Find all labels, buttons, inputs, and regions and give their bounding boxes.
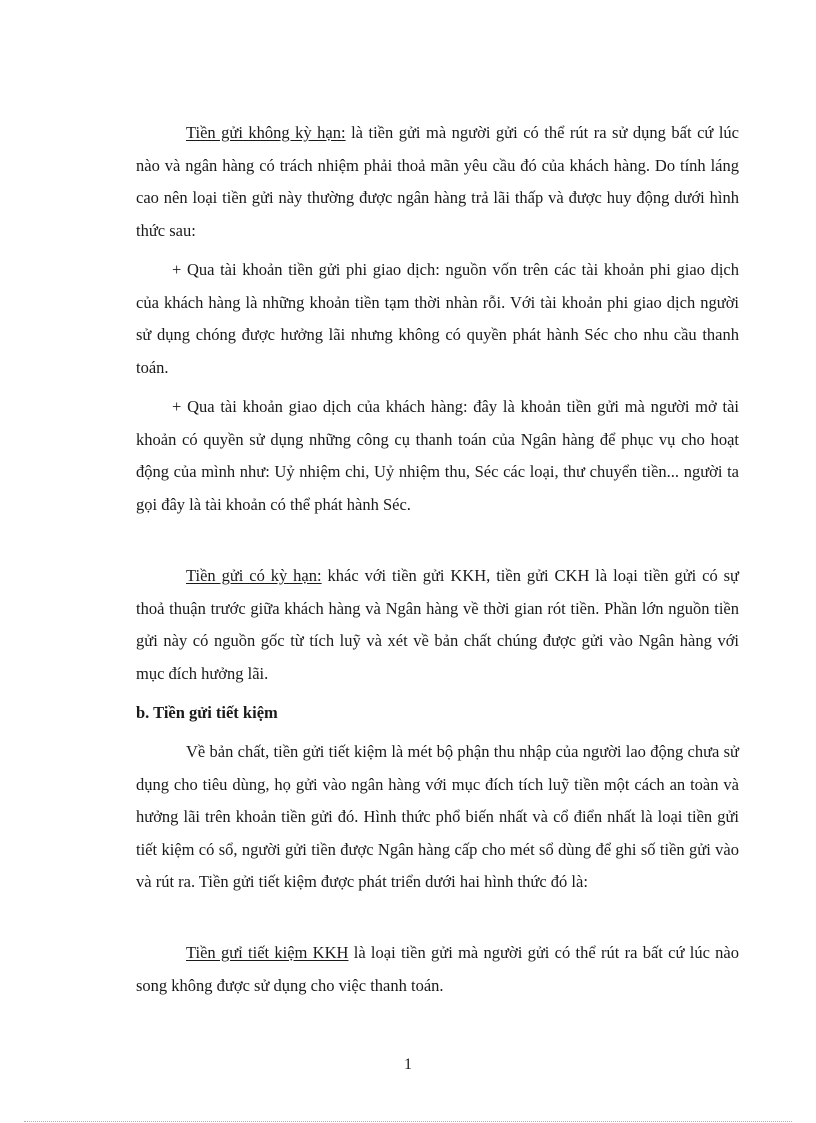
paragraph-non-transaction-account: + Qua tài khoản tiền gửi phi giao dịch: nguồn vốn trên các tài khoản phi giao dịch của khách hàng là những khoản tiền tạm thời nhàn rỗi. Với tài khoản phi giao dịch người sử dụng chóng được hưởng lãi nhưng không có quyền phát hành Séc cho nhu cầu thanh toán. bbox=[136, 260, 739, 377]
paragraph-savings-deposit: Về bản chất, tiền gửi tiết kiệm là mét bộ phận thu nhập của người lao động chưa sử dụng cho tiêu dùng, họ gửi vào ngân hàng với mục đích tích luỹ tiền một cách an toàn và hưởng lãi trên khoản tiền gửi đó. Hình thức phổ biến nhất và cổ điển nhất là loại tiền gửi tiết kiệm có sổ, người gửi tiền được Ngân hàng cấp cho mét sổ dùng để ghi số tiền gửi vào và rút ra. Tiền gửi tiết kiệm được phát triển dưới hai hình thức đó là: bbox=[136, 742, 739, 891]
term-demand-deposit: Tiền gửi không kỳ hạn: bbox=[186, 123, 346, 142]
paragraph-demand-deposit bbox=[136, 117, 739, 247]
paragraph-term-deposit bbox=[136, 560, 739, 690]
term-savings-demand: Tiền gưỉ tiết kiệm KKH bbox=[186, 943, 349, 962]
footer-divider bbox=[24, 1121, 792, 1122]
page-number: 1 bbox=[404, 1056, 412, 1073]
section-heading: b. Tiền gửi tiết kiệm bbox=[136, 703, 278, 722]
paragraph-transaction-account: + Qua tài khoản giao dịch của khách hàng: đây là khoản tiền gửi mà người mở tài khoản có quyền sử dụng những công cụ thanh toán của Ngân hàng để phục vụ cho hoạt động của mình như: Uỷ nhiệm chi, Uỷ nhiệm thu, Séc các loại, thư chuyển tiền... người ta gọi đây là tài khoản có thể phát hành Séc. bbox=[136, 397, 739, 514]
paragraph-text: khác với tiền gửi KKH, tiền gửi CKH là loại tiền gửi có sự thoả thuận trước giữa khách hàng và Ngân hàng về thời gian rót tiền. Phần lớn nguồn tiền gửi này có nguồn gốc từ tích luỹ và xét về bản chất chúng được gửi vào Ngân hàng với mục đích hưởng lãi. bbox=[136, 566, 739, 683]
paragraph-savings-demand bbox=[136, 937, 739, 1002]
paragraph-text: là tiền gửi mà người gửi có thể rút ra sử dụng bất cứ lúc nào và ngân hàng có trách nhiệm phải thoả mãn yêu cầu đó của khách hàng. Do tính láng cao nên loại tiền gửi này thường được ngân hàng trả lãi thấp và được huy động dưới hình thức sau: bbox=[136, 123, 739, 240]
paragraph-text: là loại tiền gửi mà người gửi có thể rút ra bất cứ lúc nào song không được sử dụng cho việc thanh toán. bbox=[136, 943, 740, 995]
term-term-deposit: Tiền gửi có kỳ hạn: bbox=[186, 566, 322, 585]
